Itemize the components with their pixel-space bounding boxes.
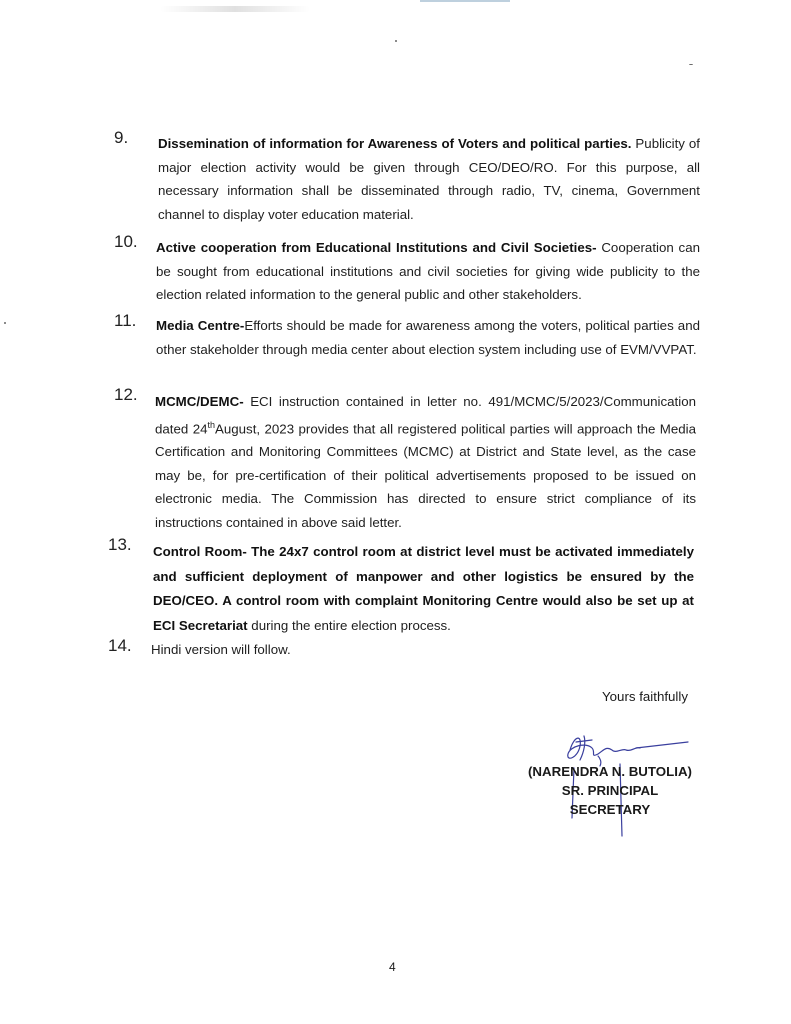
item-number: 14. xyxy=(108,636,132,655)
item-paragraph xyxy=(158,132,700,226)
item-text: ECI instruction contained in letter no. 491/MCMC/5/2023/Communication dated 24 xyxy=(155,394,696,436)
item-paragraph xyxy=(151,638,692,662)
item-number: 13. xyxy=(108,535,132,554)
item-text: Cooperation can be sought from educational institutions and civil societies for giving wide publicity to the election related information to the general public and other stakeholders. xyxy=(156,240,700,302)
item-number: 11. xyxy=(114,311,137,330)
item-paragraph xyxy=(156,314,700,361)
signatory-title: SR. PRINCIPAL SECRETARY xyxy=(561,783,659,817)
item-heading: Active cooperation from Educational Institutions and Civil Societies- xyxy=(156,240,597,255)
item-heading: Control Room- The 24x7 control room at district level must be activated immediately and sufficient deployment of manpower and other logistics be ensured by the DEO/CEO. A control room with complaint Monitoring Centre would also be set up at ECI Secretariat xyxy=(153,544,694,633)
item-text: Hindi version will follow. xyxy=(151,642,291,657)
item-paragraph xyxy=(155,390,696,534)
item-text: Efforts should be made for awareness among the voters, political parties and other stakeholder through media center about election system including use of EVM/VVPAT. xyxy=(156,318,700,357)
scan-speck xyxy=(395,40,397,42)
item-text: during the entire election process. xyxy=(247,617,451,633)
item-paragraph xyxy=(153,540,694,638)
signatory-block xyxy=(520,762,700,819)
scan-artifact xyxy=(160,6,310,12)
item-paragraph xyxy=(156,236,700,307)
item-heading: Media Centre- xyxy=(156,318,245,333)
signatory-name: (NARENDRA N. BUTOLIA) xyxy=(528,764,692,779)
scan-speck xyxy=(4,322,6,324)
item-text: Publicity of major election activity would be given through CEO/DEO/RO. For this purpose, all necessary information shall be disseminated through radio, TV, cinema, Government channel to display voter education material. xyxy=(158,136,700,222)
item-number: 12. xyxy=(114,385,138,404)
item-number: 10. xyxy=(114,232,138,251)
scan-speck xyxy=(689,64,693,65)
item-number: 9. xyxy=(114,128,129,147)
ordinal-suffix: th xyxy=(207,419,215,430)
item-heading: MCMC/DEMC- xyxy=(155,394,244,409)
item-text: August, 2023 provides that all registered political parties will approach the Media Certification and Monitoring Committees (MCMC) at District and State level, as the case may be, for pre-certification of their political advertisements proposed to be issued on electronic media. The Commission has directed to ensure strict compliance of its instructions contained in above said letter. xyxy=(155,420,696,530)
page-number: 4 xyxy=(389,960,396,974)
closing-salutation: Yours faithfully xyxy=(602,689,688,704)
scan-artifact xyxy=(420,0,510,2)
item-heading: Dissemination of information for Awareness of Voters and political parties. xyxy=(158,136,632,151)
